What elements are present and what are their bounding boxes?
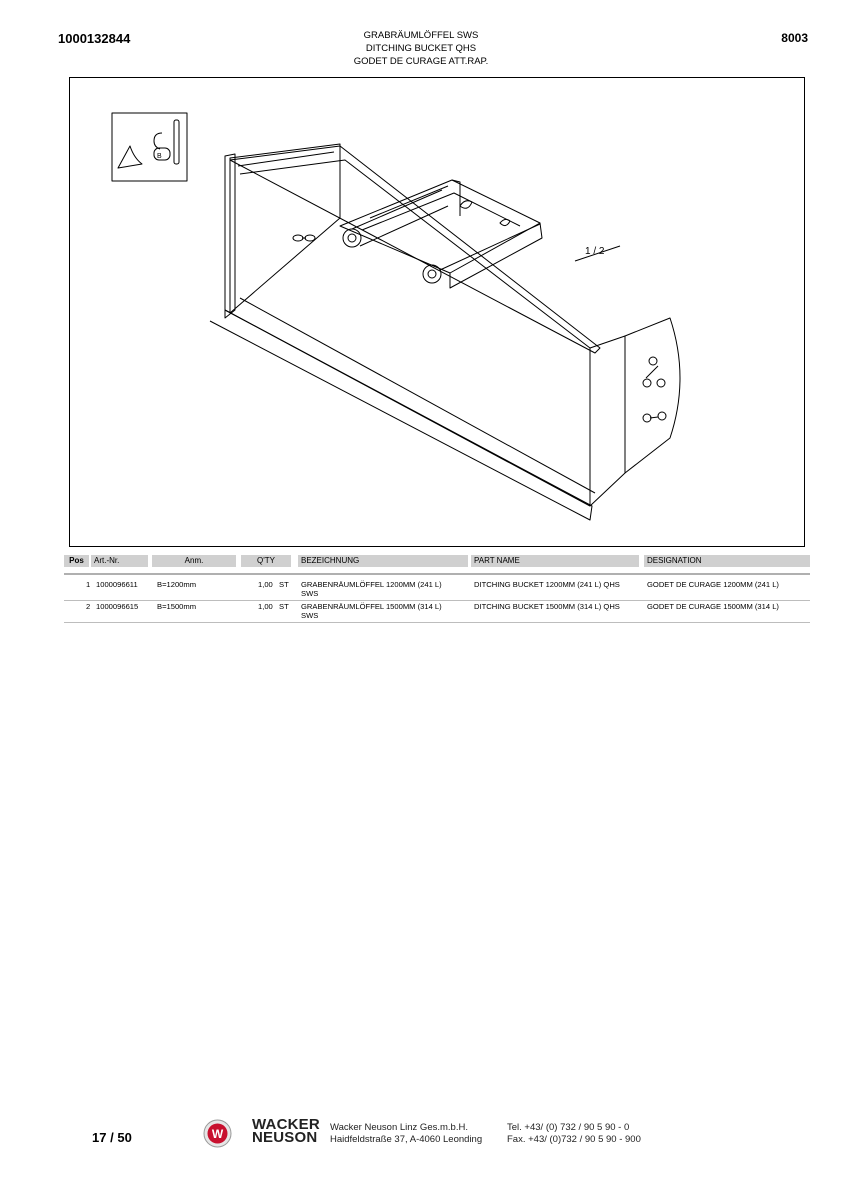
company-address bbox=[330, 1122, 482, 1146]
table-row bbox=[64, 579, 810, 601]
company-name: Wacker Neuson Linz Ges.m.b.H. bbox=[330, 1122, 468, 1133]
cell-bezeichnung-line1: GRABENRÄUMLÖFFEL 1200MM (241 L) bbox=[301, 580, 442, 589]
page-separator: / bbox=[110, 1130, 114, 1145]
company-fax: Fax. +43/ (0)732 / 90 5 90 - 900 bbox=[507, 1134, 641, 1145]
cell-art-nr: 1000096615 bbox=[96, 602, 139, 611]
company-street: Haidfeldstraße 37, A-4060 Leonding bbox=[330, 1134, 483, 1145]
brand-wordmark bbox=[252, 1118, 320, 1144]
title-french: GODET DE CURAGE ATT.RAP. bbox=[353, 56, 489, 67]
cell-part-name: DITCHING BUCKET 1200MM (241 L) QHS bbox=[474, 580, 620, 589]
title-english: DITCHING BUCKET QHS bbox=[365, 43, 477, 54]
parts-table-header bbox=[64, 555, 810, 567]
page-title-block bbox=[250, 29, 592, 68]
wacker-neuson-logo-icon bbox=[203, 1119, 232, 1148]
column-header-part-name: PART NAME bbox=[471, 555, 639, 567]
page-number bbox=[92, 1130, 132, 1145]
column-header-bezeichnung: BEZEICHNUNG bbox=[298, 555, 468, 567]
logo-letter: W bbox=[211, 1127, 224, 1141]
brand-line-2: NEUSON bbox=[252, 1129, 318, 1146]
hook-symbol-icon bbox=[154, 133, 162, 149]
title-german: GRABRÄUMLÖFFEL SWS bbox=[363, 30, 479, 41]
cell-unit: ST bbox=[279, 580, 289, 589]
cell-part-name: DITCHING BUCKET 1500MM (314 L) QHS bbox=[474, 602, 620, 611]
cell-unit: ST bbox=[279, 602, 289, 611]
cell-pos: 1 bbox=[86, 580, 91, 589]
table-row bbox=[64, 601, 810, 623]
cell-designation: GODET DE CURAGE 1200MM (241 L) bbox=[647, 580, 779, 589]
column-header-anm: Anm. bbox=[152, 555, 236, 567]
header-divider bbox=[64, 573, 810, 575]
bucket-symbol-icon bbox=[118, 146, 142, 168]
symbol-inset-label: B bbox=[157, 153, 162, 160]
company-telephone: Tel. +43/ (0) 732 / 90 5 90 - 0 bbox=[507, 1122, 630, 1133]
page-total: 50 bbox=[117, 1130, 132, 1145]
column-header-pos: Pos bbox=[64, 555, 89, 567]
cell-pos: 2 bbox=[86, 602, 91, 611]
cell-qty: 1,00 bbox=[258, 602, 273, 611]
pin-symbol-icon bbox=[174, 120, 179, 164]
document-number: 1000132844 bbox=[58, 31, 131, 46]
parts-table bbox=[64, 555, 810, 620]
ditching-bucket-illustration bbox=[70, 78, 806, 548]
cell-bezeichnung bbox=[301, 580, 442, 598]
cell-bezeichnung-line2: SWS bbox=[301, 589, 319, 598]
cell-anm: B=1500mm bbox=[157, 602, 197, 611]
page-current: 17 bbox=[92, 1130, 107, 1145]
cell-bezeichnung-line1: GRABENRÄUMLÖFFEL 1500MM (314 L) bbox=[301, 602, 442, 611]
callout-label: 1 / 2 bbox=[585, 246, 605, 257]
cell-bezeichnung-line2: SWS bbox=[301, 611, 319, 620]
cell-anm: B=1200mm bbox=[157, 580, 197, 589]
symbol-inset-frame bbox=[112, 113, 187, 181]
column-header-designation: DESIGNATION bbox=[644, 555, 810, 567]
column-header-art-nr: Art.-Nr. bbox=[91, 555, 148, 567]
cell-bezeichnung bbox=[301, 602, 442, 620]
cell-art-nr: 1000096611 bbox=[96, 580, 138, 589]
page-id: 8003 bbox=[781, 31, 808, 45]
column-header-qty: Q'TY bbox=[241, 555, 291, 567]
brand-line-1: WACKER bbox=[252, 1116, 320, 1133]
cell-qty: 1,00 bbox=[258, 580, 273, 589]
company-contact bbox=[507, 1122, 641, 1146]
cell-designation: GODET DE CURAGE 1500MM (314 L) bbox=[647, 602, 779, 611]
parts-table-body bbox=[64, 579, 810, 623]
exploded-view-drawing bbox=[69, 77, 805, 547]
